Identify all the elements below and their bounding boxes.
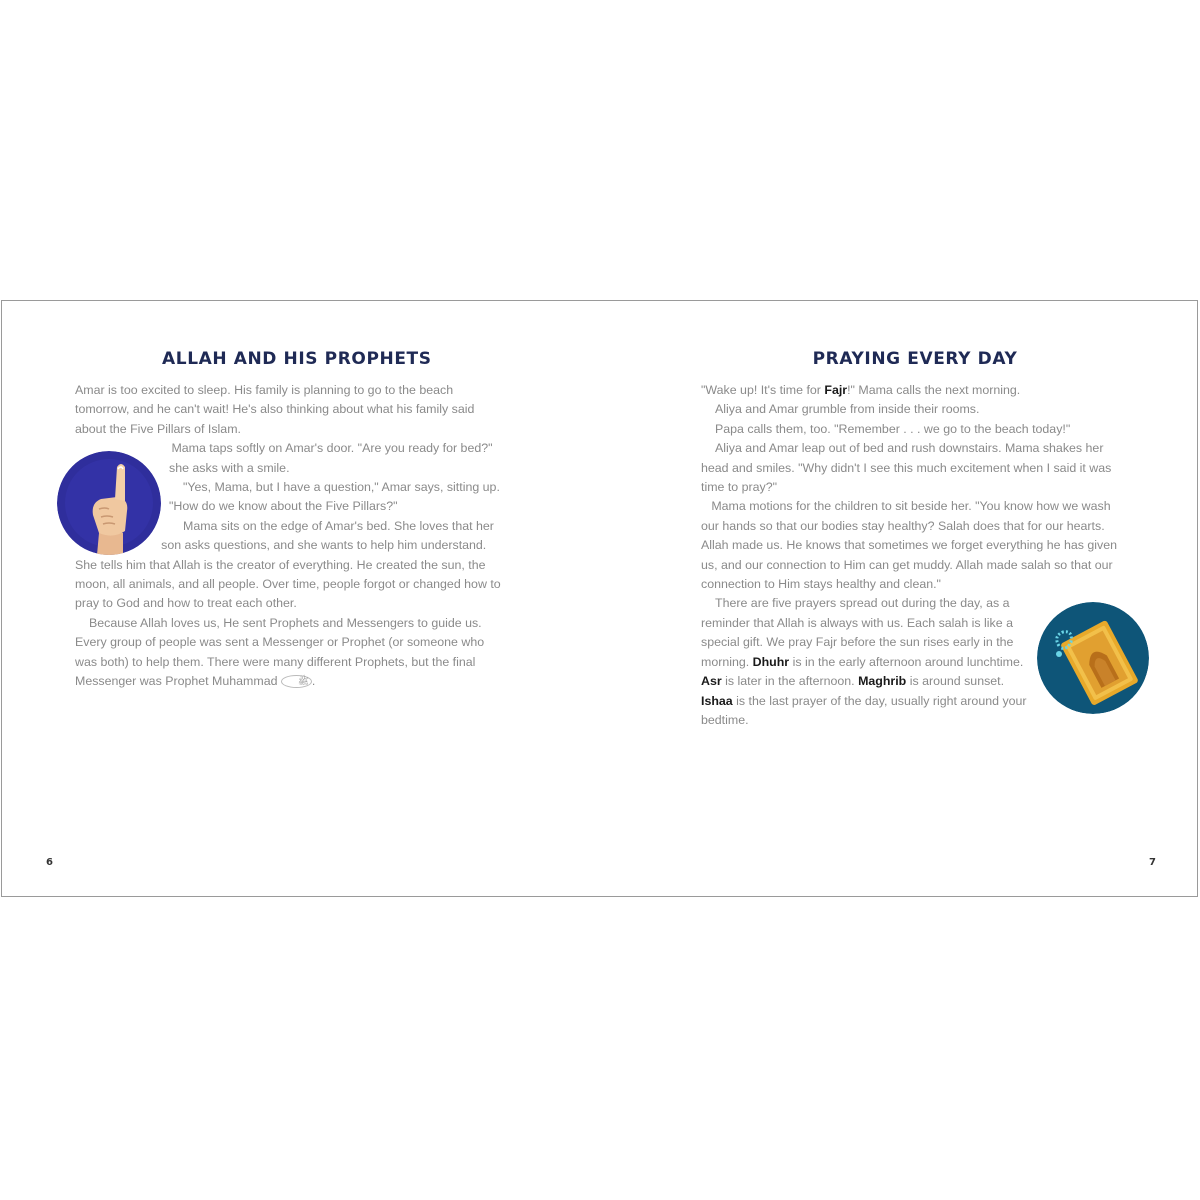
paragraph: Mama sits on the edge of Amar's bed. She loves that her son asks questions, and she wants to help him understand. She tells him that Allah is the creator of everything. He created the sun, the moon, all animals, and all people. Over time, people forgot or changed how to pray to God and how to treat each other.	[75, 518, 501, 611]
paragraph-text: is the last prayer of the day, usually right around your bedtime.	[701, 693, 1027, 727]
paragraph-text: Because Allah loves us, He sent Prophets and Messengers to guide us. Every group of people was sent a Messenger or Prophet (or someone who was both) to help them. There were many different Prophets, but the final Messenger was Prophet Muhammad	[75, 615, 485, 689]
page-number: 7	[1149, 857, 1156, 868]
paragraph-text: is around sunset.	[906, 674, 1005, 689]
page-body	[75, 381, 505, 692]
paragraph: Aliya and Amar grumble from inside their rooms.	[715, 402, 980, 417]
paragraph	[701, 381, 1123, 400]
honorific-symbol: ﷺ	[281, 675, 312, 688]
prayer-term: Ishaa	[701, 693, 733, 708]
page-body	[701, 381, 1123, 730]
paragraph	[75, 614, 505, 692]
paragraph: Mama taps softly on Amar's door. "Are you ready for bed?" she asks with a smile.	[169, 441, 493, 475]
paragraph-end: .	[311, 674, 316, 689]
paragraph: Papa calls them, too. "Remember . . . we go to the beach today!"	[715, 421, 1071, 436]
prayer-term: Dhuhr	[752, 654, 790, 669]
indent	[701, 499, 711, 513]
paragraph-text: is later in the afternoon.	[721, 674, 859, 689]
paragraph: Aliya and Amar leap out of bed and rush downstairs. Mama shakes her head and smiles. "Why didn't I see this much excitement when I said it was time to pray?"	[701, 441, 1112, 495]
paragraph	[701, 497, 1123, 594]
left-page	[2, 301, 600, 896]
page-title: ALLAH AND HIS PROPHETS	[162, 349, 432, 369]
paragraph-text: is in the early afternoon around lunchtime.	[789, 654, 1024, 669]
paragraph-text: "Wake up! It's time for	[701, 383, 825, 397]
paragraph: "Yes, Mama, but I have a question," Amar says, sitting up. "How do we know about the Five Pillars?"	[169, 480, 500, 514]
page-number: 6	[46, 857, 53, 868]
raised-finger-icon	[57, 451, 161, 555]
page-title: PRAYING EVERY DAY	[812, 349, 1018, 369]
paragraph-text: Mama motions for the children to sit beside her. "You know how we wash our hands so that our bodies stay healthy? Salah does that for our hearts. Allah made us. He knows that sometimes we forget everything he has given us, and our connection to Him can get muddy. Allah made salah so that our connection to Him stays healthy and clean."	[701, 499, 1117, 592]
paragraph-text: There are five prayers spread out during the day, as a reminder that Allah is always with us. Each salah is like a special gift. We pray Fajr before the sun rises early in the morning.	[701, 596, 1014, 669]
prayer-term: Maghrib	[858, 674, 907, 689]
prayer-mat-icon	[1037, 602, 1149, 714]
paragraph-text: !" Mama calls the next morning.	[847, 383, 1021, 397]
book-spread	[1, 300, 1198, 897]
paragraph: Amar is too excited to sleep. His family is planning to go to the beach tomorrow, and he can't wait! He's also thinking about what his family said about the Five Pillars of Islam.	[75, 383, 475, 436]
prayer-term: Fajr	[824, 383, 848, 397]
right-page	[601, 301, 1199, 896]
prayer-term: Asr	[701, 674, 722, 689]
